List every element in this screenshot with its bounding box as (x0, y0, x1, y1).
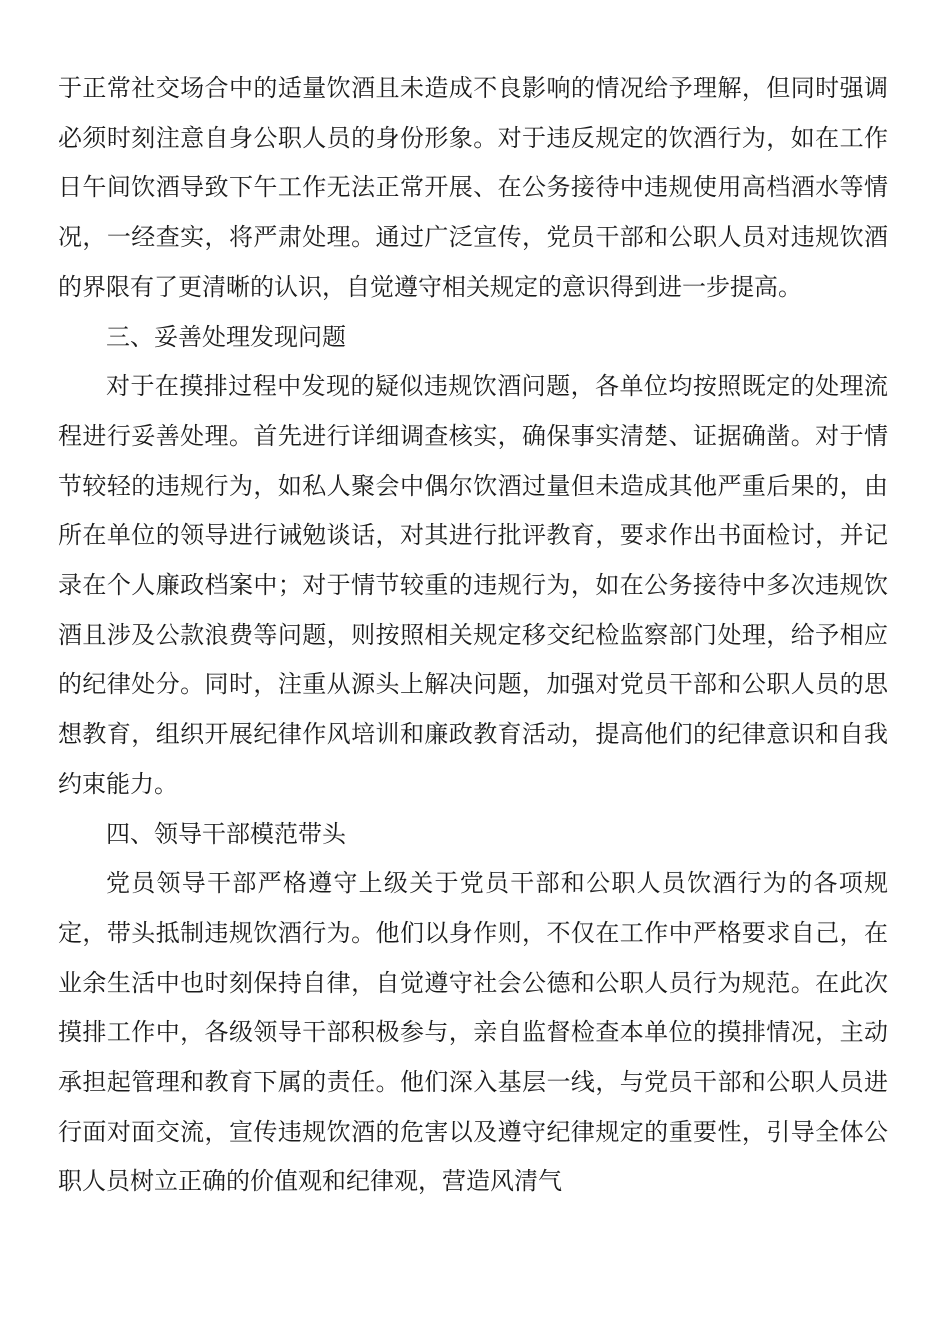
body-paragraph-leadership: 党员领导干部严格遵守上级关于党员干部和公职人员饮酒行为的各项规定，带头抵制违规饮酒行为。他们以身作则，不仅在工作中严格要求自己，在业余生活中也时刻保持自律，自觉遵守社会公德和公职人员行为规范。在此次摸排工作中，各级领导干部积极参与，亲自监督检查本单位的摸排情况，主动承担起管理和教育下属的责任。他们深入基层一线，与党员干部和公职人员进行面对面交流，宣传违规饮酒的危害以及遵守纪律规定的重要性，引导全体公职人员树立正确的价值观和纪律观，营造风清气 (58, 869, 888, 1196)
document-page (58, 64, 888, 1207)
section-heading-4: 四、领导干部模范带头 (106, 819, 346, 848)
body-paragraph-handling: 对于在摸排过程中发现的疑似违规饮酒问题，各单位均按照既定的处理流程进行妥善处理。首先进行详细调查核实，确保事实清楚、证据确凿。对于情节较轻的违规行为，如私人聚会中偶尔饮酒过量但未造成其他严重后果的，由所在单位的领导进行诫勉谈话，对其进行批评教育，要求作出书面检讨，并记录在个人廉政档案中；对于情节较重的违规行为，如在公务接待中多次违规饮酒且涉及公款浪费等问题，则按照相关规定移交纪检监察部门处理，给予相应的纪律处分。同时，注重从源头上解决问题，加强对党员干部和公职人员的思想教育，组织开展纪律作风培训和廉政教育活动，提高他们的纪律意识和自我约束能力。 (58, 372, 888, 798)
body-paragraph-continued: 于正常社交场合中的适量饮酒且未造成不良影响的情况给予理解，但同时强调必须时刻注意自身公职人员的身份形象。对于违反规定的饮酒行为，如在工作日午间饮酒导致下午工作无法正常开展、在公务接待中违规使用高档酒水等情况，一经查实，将严肃处理。通过广泛宣传，党员干部和公职人员对违规饮酒的界限有了更清晰的认识，自觉遵守相关规定的意识得到进一步提高。 (58, 74, 888, 301)
section-heading-3: 三、妥善处理发现问题 (106, 322, 346, 351)
